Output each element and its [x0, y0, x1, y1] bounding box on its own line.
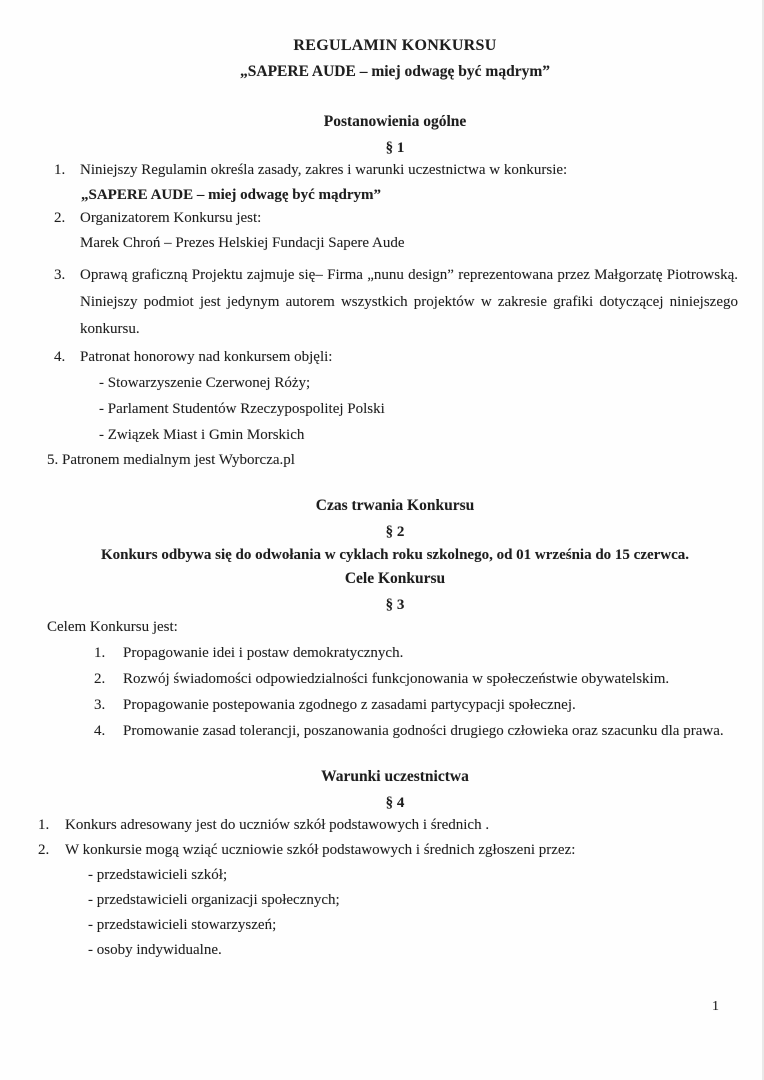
list-item — [0, 208, 764, 228]
list-item-number: 3. — [54, 267, 66, 283]
organizer-name: Marek Chroń – Prezes Helskiej Fundacji Sapere Aude — [80, 235, 405, 251]
list-item-number: 3. — [94, 697, 106, 713]
page-number: 1 — [712, 999, 719, 1014]
list-item-text: Promowanie zasad tolerancji, poszanowania godności drugiego człowieka oraz szacunku dla prawa. — [123, 723, 724, 739]
list-item-number: 1. — [94, 645, 106, 661]
sub-list-item: - osoby indywidualne. — [88, 942, 222, 958]
list-item-number: 1. — [54, 162, 66, 178]
list-item-text: Propagowanie postepowania zgodnego z zasadami partycypacji społecznej. — [123, 697, 576, 713]
document-title: REGULAMIN KONKURSU — [293, 37, 497, 54]
list-item-text: Patronat honorowy nad konkursem objęli: — [80, 349, 333, 365]
sub-list-item: - Parlament Studentów Rzeczypospolitej Polski — [99, 401, 385, 417]
list-item-text: Rozwój świadomości odpowiedzialności funkcjonowania w społeczeństwie obywatelskim. — [123, 671, 670, 687]
list-item-number: 4. — [94, 723, 106, 739]
list-item — [0, 840, 764, 860]
list-item — [0, 669, 764, 689]
list-item-number: 2. — [38, 842, 50, 858]
list-item-text: Propagowanie idei i postaw demokratycznych. — [123, 645, 404, 661]
section-heading-duration: Czas trwania Konkursu — [315, 497, 475, 514]
list-item-text: Konkurs adresowany jest do uczniów szkół podstawowych i średnich . — [65, 817, 490, 833]
section-heading-participation: Warunki uczestnictwa — [321, 768, 469, 785]
list-item — [0, 721, 764, 741]
sub-list-item: - Stowarzyszenie Czerwonej Róży; — [99, 375, 311, 391]
document-subtitle: „SAPERE AUDE – miej odwagę być mądrym” — [240, 63, 550, 80]
list-item — [0, 695, 764, 715]
list-item — [0, 160, 764, 180]
paragraph-mark-2: § 2 — [385, 524, 405, 540]
list-item-number: 4. — [54, 349, 66, 365]
list-item-text: W konkursie mogą wziąć uczniowie szkół podstawowych i średnich zgłoszeni przez: — [65, 842, 576, 858]
sub-list-item: - przedstawicieli organizacji społecznych; — [88, 892, 340, 908]
goals-intro: Celem Konkursu jest: — [47, 619, 178, 635]
paragraph-mark-1: § 1 — [385, 140, 405, 156]
duration-statement: Konkurs odbywa się do odwołania w cyklach roku szkolnego, od 01 września do 15 czerwca. — [100, 547, 690, 563]
list-item-text: Niniejszy Regulamin określa zasady, zakres i warunki uczestnictwa w konkursie: — [80, 162, 568, 178]
list-item — [0, 347, 764, 367]
list-item-text: Oprawą graficzną Projektu zajmuje się– Firma „nunu design” reprezentowana przez Małgorzatę Piotrowską. Niniejszy podmiot jest jedynym autorem wszystkich projektów w zakresie grafiki dotyczącej niniejszego konkursu. — [80, 267, 738, 337]
list-item-number: 2. — [54, 210, 66, 226]
list-item — [0, 815, 764, 835]
competition-name-quote: „SAPERE AUDE – miej odwagę być mądrym” — [81, 187, 381, 203]
list-item: 5. Patronem medialnym jest Wyborcza.pl — [47, 452, 295, 468]
section-heading-goals: Cele Konkursu — [344, 570, 446, 587]
section-heading-general: Postanowienia ogólne — [323, 113, 467, 130]
list-item — [0, 262, 764, 343]
sub-list-item: - Związek Miast i Gmin Morskich — [99, 427, 305, 443]
list-item-number: 1. — [38, 817, 50, 833]
sub-list-item: - przedstawicieli szkół; — [88, 867, 228, 883]
list-item-number: 2. — [94, 671, 106, 687]
list-item — [0, 643, 764, 663]
paragraph-mark-3: § 3 — [385, 597, 405, 613]
paragraph-mark-4: § 4 — [385, 795, 405, 811]
list-item-text: Organizatorem Konkursu jest: — [80, 210, 262, 226]
sub-list-item: - przedstawicieli stowarzyszeń; — [88, 917, 277, 933]
